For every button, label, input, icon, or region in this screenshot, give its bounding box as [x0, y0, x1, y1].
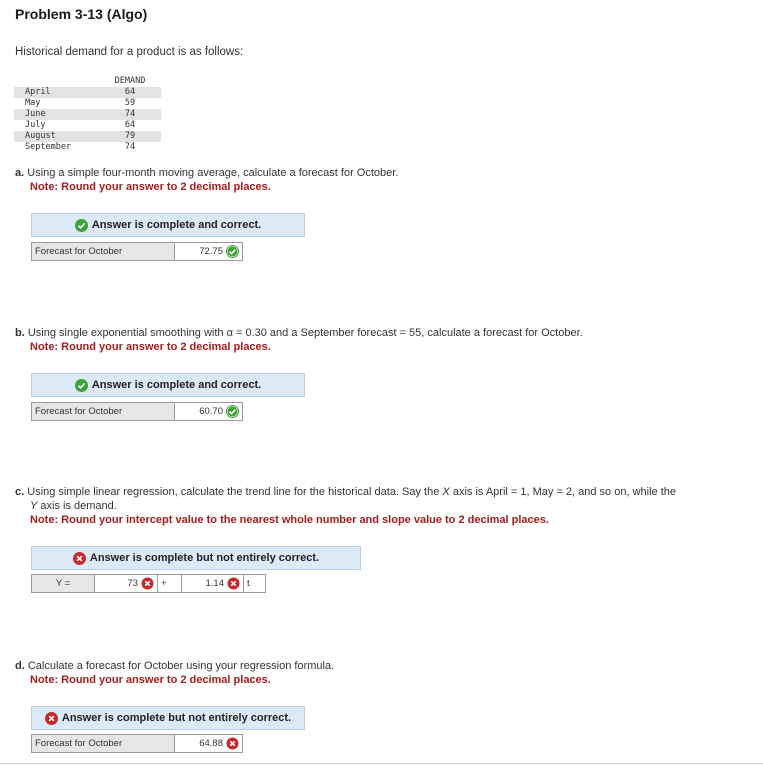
plus-sign: +	[158, 574, 182, 593]
month-cell: June	[14, 109, 99, 120]
question-a	[15, 166, 398, 180]
answer-a-value: 72.75	[199, 246, 223, 257]
answer-a-banner	[31, 213, 305, 237]
answer-d-banner	[31, 706, 305, 730]
question-c-y-var: Y	[30, 500, 38, 512]
check-circle-icon	[226, 245, 239, 258]
t-variable: t	[244, 574, 266, 593]
question-c	[15, 485, 735, 499]
month-cell: April	[14, 87, 99, 98]
note-d-text: Round your answer to 2 decimal places.	[61, 674, 271, 686]
question-a-prefix: a.	[15, 167, 25, 179]
question-c-x-var: X	[442, 486, 450, 498]
intro-text: Historical demand for a product is as follows:	[15, 46, 244, 58]
month-cell: September	[25, 142, 72, 152]
x-circle-icon	[73, 552, 86, 565]
answer-b-row	[31, 402, 243, 421]
question-c-line2	[30, 499, 117, 513]
intercept-value: 73	[127, 578, 138, 589]
answer-b-banner	[31, 373, 305, 397]
question-c-text-1b: axis is April = 1, May = 2, and so on, while the	[449, 486, 676, 498]
question-d-text: Calculate a forecast for October using your regression formula.	[27, 660, 335, 672]
note-b-text: Round your answer to 2 decimal places.	[61, 341, 271, 353]
check-circle-icon	[75, 379, 88, 392]
demand-table	[14, 76, 161, 153]
divider	[0, 763, 763, 764]
demand-cell: 64	[99, 87, 161, 98]
demand-cell: 59	[124, 98, 136, 108]
question-c-text-1a: Using simple linear regression, calculate the trend line for the historical data. Say the	[27, 486, 443, 498]
answer-a-input[interactable]	[175, 242, 243, 261]
note-b	[30, 340, 271, 354]
question-c-prefix: c.	[15, 486, 25, 498]
answer-a-row	[31, 242, 243, 261]
forecast-label: Forecast for October	[31, 242, 175, 261]
question-a-text: Using a simple four-month moving average, calculate a forecast for October.	[27, 167, 399, 179]
note-a-text: Round your answer to 2 decimal places.	[61, 181, 271, 193]
x-circle-icon	[227, 577, 240, 590]
question-d-prefix: d.	[15, 660, 25, 672]
demand-header: DEMAND	[114, 76, 146, 86]
answer-a-status: Answer is complete and correct.	[91, 219, 262, 231]
question-c-text-2: axis is demand.	[37, 500, 117, 512]
answer-d-row	[31, 734, 243, 753]
demand-cell: 74	[99, 109, 161, 120]
x-circle-icon	[45, 712, 58, 725]
answer-d-input[interactable]	[175, 734, 243, 753]
slope-input[interactable]	[182, 574, 244, 593]
note-d	[30, 673, 271, 687]
page-title: Problem 3-13 (Algo)	[15, 6, 148, 22]
table-row	[14, 109, 161, 120]
note-c-text: Round your intercept value to the nearest whole number and slope value to 2 decimal places.	[61, 514, 549, 526]
question-b	[15, 326, 583, 340]
answer-d-status: Answer is complete but not entirely correct.	[61, 712, 292, 724]
check-circle-icon	[226, 405, 239, 418]
answer-c-banner	[31, 546, 361, 570]
question-b-prefix: b.	[15, 327, 25, 339]
forecast-label: Forecast for October	[31, 734, 175, 753]
month-cell: August	[14, 131, 99, 142]
answer-b-status: Answer is complete and correct.	[91, 379, 262, 391]
x-circle-icon	[141, 577, 154, 590]
note-b-lead: Note:	[30, 341, 59, 353]
table-row	[14, 131, 161, 142]
note-c	[30, 513, 549, 527]
table-header-row	[14, 76, 161, 87]
answer-b-value: 60.70	[199, 406, 223, 417]
answer-c-row	[31, 574, 266, 593]
note-a	[30, 180, 271, 194]
month-cell: July	[25, 120, 46, 130]
demand-cell: 64	[124, 120, 136, 130]
note-c-lead: Note:	[30, 514, 59, 526]
table-row	[14, 98, 161, 109]
table-row	[14, 120, 161, 131]
intercept-input[interactable]	[95, 574, 158, 593]
x-circle-icon	[226, 737, 239, 750]
note-d-lead: Note:	[30, 674, 59, 686]
table-row	[14, 142, 161, 153]
forecast-label: Forecast for October	[31, 402, 175, 421]
demand-cell: 79	[99, 131, 161, 142]
answer-b-input[interactable]	[175, 402, 243, 421]
table-row	[14, 87, 161, 98]
y-equals-label: Y =	[31, 574, 95, 593]
question-d	[15, 659, 334, 673]
answer-d-value: 64.88	[199, 738, 223, 749]
slope-value: 1.14	[205, 578, 224, 589]
answer-c-status: Answer is complete but not entirely correct.	[89, 552, 320, 564]
question-b-text: Using single exponential smoothing with α = 0.30 and a September forecast = 55, calculate a forecast for October.	[27, 327, 583, 339]
month-cell: May	[25, 98, 41, 108]
demand-cell: 74	[124, 142, 136, 152]
check-circle-icon	[75, 219, 88, 232]
note-a-lead: Note:	[30, 181, 59, 193]
